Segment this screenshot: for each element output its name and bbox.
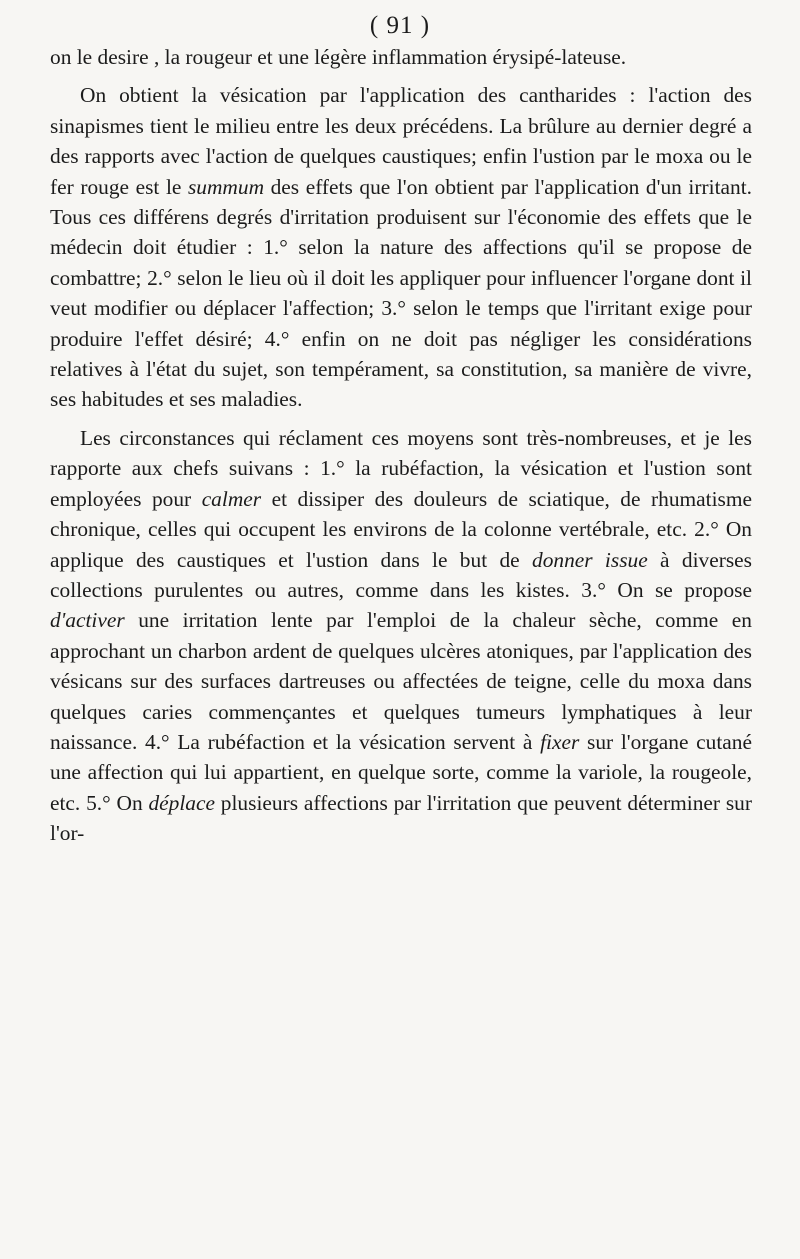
text-run: des effets que l'on obtient par l'application d'un irritant. Tous ces différens degrés d'irritation produisent sur l'économie des effets que le médecin doit étudier : 1.° selon la nature des affections qu'il se propose de combattre; 2.° selon le lieu où il doit les appliquer pour influencer l'organe dont il veut modifier ou déplacer l'affection; 3.° selon le temps que l'irritant exige pour produire l'effet désiré; 4.° enfin on ne doit pas négliger les considérations relatives à l'état du sujet, son tempérament, sa constitution, sa manière de vivre, ses habitudes et ses maladies. xyxy=(50,174,752,412)
emphasized-term: donner issue xyxy=(532,547,648,572)
text-run: On obtient la vésication par l'application des cantharides : l'action des sinapismes tient le milieu entre les deux précédens. La brûlure au dernier degré a des rapports avec l'action de quelques caustiques; enfin l'ustion par le moxa ou le fer rouge est le xyxy=(50,83,752,199)
paragraph-continuation xyxy=(50,42,752,72)
text-run: une irritation lente par l'emploi de la chaleur sèche, comme en approchant un charbon ardent de quelques ulcères atoniques, par l'application des vésicans sur des surfaces dartreuses ou affectées de teigne, celle du moxa dans quelques caries commençantes et quelques tumeurs lymphatiques à leur naissance. 4.° La rubéfaction et la vésication servent à xyxy=(50,608,752,754)
emphasized-term: d'activer xyxy=(50,608,125,633)
page-number: ( 91 ) xyxy=(369,12,431,39)
paragraph-circumstances xyxy=(50,423,752,849)
emphasized-term: fixer xyxy=(540,729,580,754)
emphasized-term: calmer xyxy=(201,486,262,511)
emphasized-term: déplace xyxy=(148,790,215,815)
emphasized-term: summum xyxy=(187,174,265,199)
body-text xyxy=(50,42,752,857)
text-run: sur l'organe cutané une affection qui lui appartient, en quelque sorte, comme la variole, la rougeole, etc. 5.° On xyxy=(50,729,752,815)
text-run: plusieurs affections par l'irritation que peuvent déterminer sur l'or- xyxy=(50,790,753,846)
paragraph-vesication xyxy=(50,80,752,414)
text-run: on le desire , la rougeur et une légère inflammation érysipé-lateuse. xyxy=(50,45,627,69)
text-run: et dissiper des douleurs de sciatique, de rhumatisme chronique, celles qui occupent les environs de la colonne vertébrale, etc. 2.° On applique des caustiques et l'ustion dans le but de xyxy=(50,486,752,572)
text-run: Les circonstances qui réclament ces moyens sont très-nombreuses, et je les rapporte aux chefs suivans : 1.° la rubéfaction, la vésication et l'ustion sont employées pour xyxy=(50,425,752,511)
text-run: à diverses collections purulentes ou autres, comme dans les kistes. 3.° On se propose xyxy=(50,547,752,602)
